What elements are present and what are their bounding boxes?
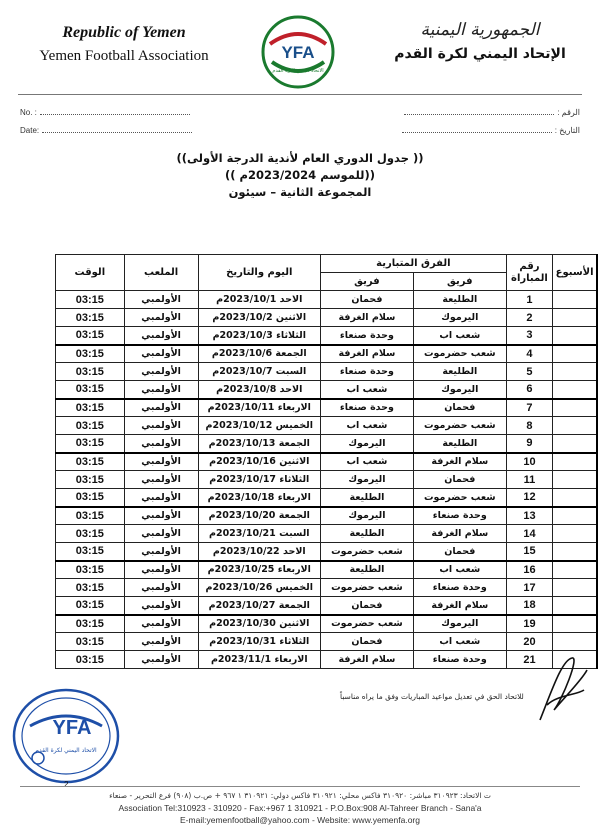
team-1-cell: فحمان: [413, 543, 506, 561]
stadium-cell: الأولمبي: [124, 597, 198, 615]
week-cell: [553, 327, 597, 345]
svg-text:YFA: YFA: [52, 717, 92, 739]
signature-icon: [532, 650, 592, 730]
stadium-cell: الأولمبي: [124, 615, 198, 633]
team-2-cell: الطليعة: [320, 489, 413, 507]
match-number-cell: 21: [506, 651, 552, 669]
team-1-cell: الطليعة: [413, 291, 506, 309]
day-text: الجمعة: [278, 599, 310, 611]
team-2-cell: اليرموك: [320, 435, 413, 453]
date-label: Date:: [20, 126, 40, 135]
day-date-cell: [198, 579, 320, 597]
week-cell: [553, 363, 597, 381]
date-text: 2023/10/16م: [209, 456, 276, 468]
stadium-cell: الأولمبي: [124, 543, 198, 561]
team-2-cell: اليرموك: [320, 507, 413, 525]
match-number-cell: 19: [506, 615, 552, 633]
document-titles: [120, 150, 480, 201]
day-date-cell: [198, 525, 320, 543]
stamp-icon: [10, 686, 122, 786]
day-date-cell: [198, 309, 320, 327]
stadium-cell: الأولمبي: [124, 345, 198, 363]
week-cell: [553, 543, 597, 561]
date-text: 2023/10/27م: [208, 599, 276, 611]
table-row: [56, 579, 598, 597]
time-cell: 03:15: [56, 399, 125, 417]
week-cell: [553, 489, 597, 507]
stadium-cell: الأولمبي: [124, 525, 198, 543]
day-date-cell: [198, 453, 320, 471]
table-row: [56, 417, 598, 435]
time-cell: 03:15: [56, 543, 125, 561]
footer-address-ar: ت الاتحاد: ٣١٠٩٢٣ مباشر: ٣١٠٩٢٠ فاكس محلي: ٣١٠٩٢١ فاكس دولي: ٣١٠٩٢١ ١ ٩٦٧ + ص.ب (٩٠٨) فرع التحرير - صنعاء: [109, 791, 491, 800]
footnote: للاتحاد الحق في تعديل مواعيد المباريات وفق ما يراه مناسباً: [340, 692, 524, 701]
title-line-2: ((للموسم 2023/2024م )): [225, 168, 375, 182]
day-text: الاثنين: [279, 456, 310, 468]
schedule-table: [55, 254, 598, 669]
team-1-cell: شعب اب: [413, 327, 506, 345]
header-teams: الفرق المتبارية: [320, 255, 506, 273]
day-text: السبت: [275, 366, 307, 377]
day-date-cell: [198, 561, 320, 579]
stadium-cell: الأولمبي: [124, 489, 198, 507]
team-2-cell: شعب اب: [320, 381, 413, 399]
table-row: [56, 399, 598, 417]
table-row: [56, 561, 598, 579]
header-english: [24, 24, 224, 65]
day-text: الخميس: [275, 420, 313, 431]
date-text: 2023/10/22م: [212, 545, 280, 557]
day-text: الجمعة: [278, 437, 310, 449]
header-divider: [18, 94, 582, 95]
week-cell: [553, 291, 597, 309]
week-cell: [553, 417, 597, 435]
date-text: 2023/10/17م: [209, 474, 277, 485]
match-number-cell: 14: [506, 525, 552, 543]
day-date-cell: [198, 291, 320, 309]
title-line-3: المجموعة الثانية – سيئون: [228, 185, 372, 199]
time-cell: 03:15: [56, 417, 125, 435]
day-date-cell: [198, 345, 320, 363]
team-2-cell: فحمان: [320, 291, 413, 309]
yfa-logo-icon: [258, 14, 338, 90]
day-text: الاربعاء: [274, 654, 308, 665]
time-cell: 03:15: [56, 435, 125, 453]
team-2-cell: الطليعة: [320, 525, 413, 543]
stadium-cell: الأولمبي: [124, 381, 198, 399]
date-text: 2023/10/7م: [212, 366, 273, 377]
page-number: 2: [64, 780, 69, 789]
time-cell: 03:15: [56, 381, 125, 399]
time-cell: 03:15: [56, 633, 125, 651]
team-2-cell: شعب اب: [320, 417, 413, 435]
table-row: [56, 633, 598, 651]
day-date-cell: [198, 615, 320, 633]
time-cell: 03:15: [56, 363, 125, 381]
stadium-cell: الأولمبي: [124, 453, 198, 471]
team-2-cell: سلام الغرفة: [320, 345, 413, 363]
week-cell: [553, 597, 597, 615]
stadium-cell: الأولمبي: [124, 579, 198, 597]
time-cell: 03:15: [56, 561, 125, 579]
table-row: [56, 615, 598, 633]
team-1-cell: سلام الغرفة: [413, 453, 506, 471]
svg-text:الاتحاد اليمني لكرة القدم: الاتحاد اليمني لكرة القدم: [35, 747, 97, 754]
date-field: [42, 132, 192, 133]
team-2-cell: فحمان: [320, 633, 413, 651]
header-arabic: [380, 20, 580, 62]
day-date-cell: [198, 543, 320, 561]
team-2-cell: اليرموك: [320, 471, 413, 489]
table-row: [56, 471, 598, 489]
ar-date-field: [402, 132, 552, 133]
time-cell: 03:15: [56, 291, 125, 309]
time-cell: 03:15: [56, 453, 125, 471]
week-cell: [553, 399, 597, 417]
header-stadium: الملعب: [124, 255, 198, 291]
table-row: [56, 435, 598, 453]
schedule-table-wrapper: [55, 254, 598, 669]
day-text: الاثنين: [275, 312, 307, 323]
stadium-cell: الأولمبي: [124, 561, 198, 579]
stadium-cell: الأولمبي: [124, 309, 198, 327]
week-cell: [553, 309, 597, 327]
time-cell: 03:15: [56, 471, 125, 489]
team-1-cell: الطليعة: [413, 435, 506, 453]
association-title-en: Yemen Football Association: [39, 48, 209, 64]
day-date-cell: [198, 363, 320, 381]
match-number-cell: 3: [506, 327, 552, 345]
time-cell: 03:15: [56, 525, 125, 543]
week-cell: [553, 435, 597, 453]
date-text: 2023/10/11م: [207, 402, 275, 414]
date-text: 2023/10/12م: [205, 420, 273, 431]
day-text: الاثنين: [279, 618, 310, 630]
republic-title-en: Republic of Yemen: [62, 24, 186, 41]
team-2-cell: وحدة صنعاء: [320, 399, 413, 417]
team-2-cell: شعب حضرموت: [320, 543, 413, 561]
stadium-cell: الأولمبي: [124, 363, 198, 381]
table-row: [56, 381, 598, 399]
time-cell: 03:15: [56, 507, 125, 525]
team-2-cell: سلام الغرفة: [320, 309, 413, 327]
date-text: 2023/10/25م: [207, 564, 275, 576]
ar-date-label: التاريخ :: [554, 126, 580, 135]
day-text: الثلاثاء: [279, 636, 310, 647]
date-text: 2023/10/26م: [205, 582, 273, 593]
table-row: [56, 327, 598, 345]
stadium-cell: الأولمبي: [124, 633, 198, 651]
republic-title-ar: الجمهورية اليمنية: [420, 20, 540, 40]
date-text: 2023/10/18م: [207, 491, 275, 503]
team-2-cell: شعب حضرموت: [320, 615, 413, 633]
table-row: [56, 525, 598, 543]
day-date-cell: [198, 489, 320, 507]
match-number-cell: 1: [506, 291, 552, 309]
date-text: 2023/10/20م: [208, 510, 276, 522]
date-text: 2023/10/21م: [208, 528, 276, 539]
table-row: [56, 291, 598, 309]
week-cell: [553, 561, 597, 579]
table-row: [56, 345, 598, 363]
match-number-cell: 5: [506, 363, 552, 381]
time-cell: 03:15: [56, 489, 125, 507]
stadium-cell: الأولمبي: [124, 471, 198, 489]
date-text: 2023/10/8م: [216, 383, 277, 395]
day-date-cell: [198, 327, 320, 345]
team-2-cell: شعب حضرموت: [320, 579, 413, 597]
time-cell: 03:15: [56, 597, 125, 615]
day-text: الجمعة: [278, 510, 310, 522]
match-number-cell: 17: [506, 579, 552, 597]
table-row: [56, 543, 598, 561]
team-1-cell: فحمان: [413, 471, 506, 489]
match-number-cell: 13: [506, 507, 552, 525]
header-week: الأسبوع: [553, 255, 597, 291]
match-number-cell: 4: [506, 345, 552, 363]
stadium-cell: الأولمبي: [124, 651, 198, 669]
team-1-cell: شعب حضرموت: [413, 345, 506, 363]
day-date-cell: [198, 507, 320, 525]
week-cell: [553, 615, 597, 633]
match-number-cell: 8: [506, 417, 552, 435]
day-text: الاحد: [282, 545, 306, 557]
time-cell: 03:15: [56, 615, 125, 633]
header-team-1: فريق: [413, 273, 506, 291]
date-text: 2023/10/2م: [212, 312, 273, 323]
date-text: 2023/10/31م: [209, 636, 277, 647]
reference-fields-en: [20, 108, 195, 144]
no-field: [40, 114, 190, 115]
week-cell: [553, 471, 597, 489]
day-date-cell: [198, 597, 320, 615]
table-row: [56, 309, 598, 327]
match-number-cell: 2: [506, 309, 552, 327]
date-text: 2023/10/1م: [216, 294, 277, 305]
footer-address-en: Association Tel:310923 - 310920 - Fax:+967 1 310921 - P.O.Box:908 Al-Tahreer Branch - Sana'a: [118, 803, 482, 813]
date-text: 2023/10/3م: [212, 329, 273, 341]
day-text: الخميس: [275, 582, 313, 593]
match-number-cell: 15: [506, 543, 552, 561]
team-1-cell: سلام الغرفة: [413, 597, 506, 615]
match-number-cell: 16: [506, 561, 552, 579]
header-team-2: فريق: [320, 273, 413, 291]
team-1-cell: شعب اب: [413, 561, 506, 579]
team-2-cell: شعب اب: [320, 453, 413, 471]
header-time: الوقت: [56, 255, 125, 291]
header-match-no: رقم المباراة: [506, 255, 552, 291]
day-date-cell: [198, 651, 320, 669]
day-text: الاربعاء: [277, 402, 311, 414]
match-number-cell: 9: [506, 435, 552, 453]
team-1-cell: سلام الغرفة: [413, 525, 506, 543]
week-cell: [553, 507, 597, 525]
logo-text: YFA: [281, 43, 315, 62]
day-text: الاحد: [279, 294, 303, 305]
time-cell: 03:15: [56, 309, 125, 327]
time-cell: 03:15: [56, 345, 125, 363]
team-1-cell: وحدة صنعاء: [413, 651, 506, 669]
team-2-cell: وحدة صنعاء: [320, 327, 413, 345]
date-text: 2023/11/1م: [210, 654, 272, 665]
day-text: الاربعاء: [277, 564, 311, 576]
day-date-cell: [198, 633, 320, 651]
match-number-cell: 6: [506, 381, 552, 399]
day-date-cell: [198, 381, 320, 399]
match-number-cell: 12: [506, 489, 552, 507]
date-text: 2023/10/13م: [208, 437, 276, 449]
match-number-cell: 10: [506, 453, 552, 471]
match-number-cell: 20: [506, 633, 552, 651]
team-2-cell: فحمان: [320, 597, 413, 615]
match-number-cell: 18: [506, 597, 552, 615]
association-title-ar: الإتحاد اليمني لكرة القدم: [394, 46, 566, 62]
week-cell: [553, 381, 597, 399]
team-1-cell: شعب حضرموت: [413, 417, 506, 435]
schedule-table-body: [56, 291, 598, 669]
ar-no-label: الرقم :: [557, 108, 580, 117]
table-row: [56, 453, 598, 471]
day-text: الجمعة: [275, 348, 307, 360]
stadium-cell: الأولمبي: [124, 417, 198, 435]
match-number-cell: 7: [506, 399, 552, 417]
week-cell: [553, 453, 597, 471]
day-date-cell: [198, 435, 320, 453]
day-date-cell: [198, 399, 320, 417]
week-cell: [553, 579, 597, 597]
time-cell: 03:15: [56, 327, 125, 345]
day-text: الثلاثاء: [276, 329, 306, 341]
day-date-cell: [198, 471, 320, 489]
team-2-cell: الطليعة: [320, 561, 413, 579]
team-2-cell: وحدة صنعاء: [320, 363, 413, 381]
team-1-cell: فحمان: [413, 399, 506, 417]
team-1-cell: وحدة صنعاء: [413, 579, 506, 597]
team-1-cell: اليرموك: [413, 381, 506, 399]
table-row: [56, 651, 598, 669]
stadium-cell: الأولمبي: [124, 435, 198, 453]
table-row: [56, 363, 598, 381]
team-1-cell: شعب اب: [413, 633, 506, 651]
stadium-cell: الأولمبي: [124, 291, 198, 309]
day-text: السبت: [279, 528, 310, 539]
header-day-date: اليوم والتاريخ: [198, 255, 320, 291]
footer-contact: [0, 790, 600, 826]
stadium-cell: الأولمبي: [124, 327, 198, 345]
week-cell: [553, 345, 597, 363]
table-header-row: [56, 255, 598, 273]
date-text: 2023/10/6م: [211, 348, 273, 360]
team-1-cell: اليرموك: [413, 615, 506, 633]
stadium-cell: الأولمبي: [124, 507, 198, 525]
title-line-1: (( جدول الدوري العام لأندية الدرجة الأولى)): [176, 151, 424, 165]
day-text: الثلاثاء: [279, 474, 310, 485]
no-label: No. :: [20, 108, 37, 117]
table-row: [56, 597, 598, 615]
team-1-cell: وحدة صنعاء: [413, 507, 506, 525]
team-1-cell: الطليعة: [413, 363, 506, 381]
team-1-cell: اليرموك: [413, 309, 506, 327]
date-text: 2023/10/30م: [209, 618, 276, 630]
day-text: الاحد: [279, 383, 303, 395]
footer-divider: [20, 786, 580, 787]
time-cell: 03:15: [56, 651, 125, 669]
day-text: الاربعاء: [277, 491, 311, 503]
team-2-cell: سلام الغرفة: [320, 651, 413, 669]
day-date-cell: [198, 417, 320, 435]
ar-no-field: [404, 114, 554, 115]
week-cell: [553, 525, 597, 543]
team-1-cell: شعب حضرموت: [413, 489, 506, 507]
week-cell: [553, 633, 597, 651]
reference-fields-ar: [399, 108, 580, 144]
time-cell: 03:15: [56, 579, 125, 597]
stadium-cell: الأولمبي: [124, 399, 198, 417]
footer-email-website: E-mail:yemenfootball@yahoo.com - Website: www.yemenfa.org: [180, 815, 420, 825]
table-row: [56, 507, 598, 525]
logo-subtext: الاتحاد اليمني لكرة القدم: [272, 68, 324, 74]
match-number-cell: 11: [506, 471, 552, 489]
table-row: [56, 489, 598, 507]
